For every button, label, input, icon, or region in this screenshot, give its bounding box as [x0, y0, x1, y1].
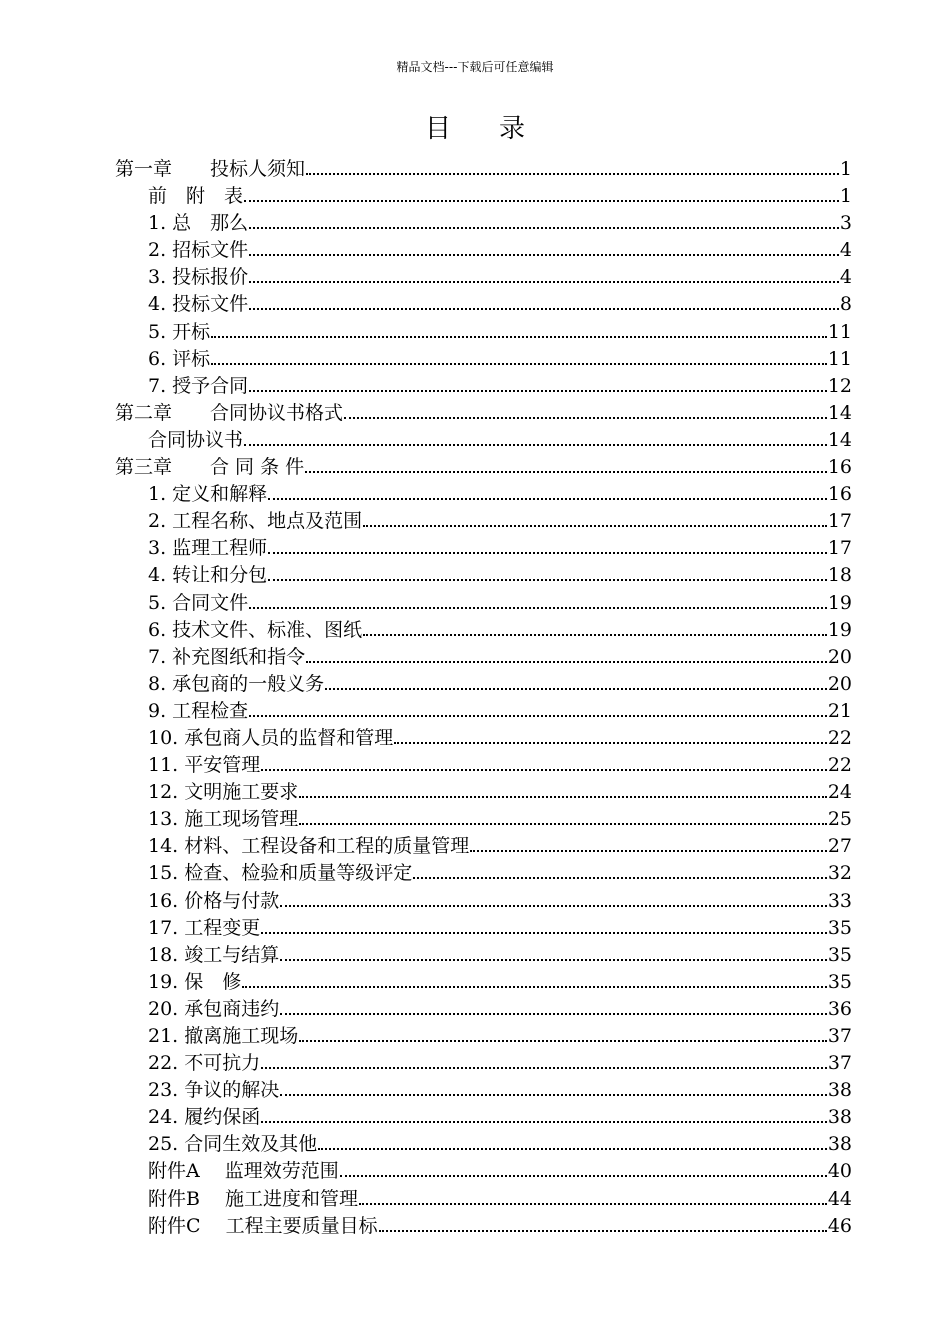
toc-entry[interactable]	[115, 969, 852, 996]
toc-leader-dots	[249, 308, 839, 310]
toc-leader-dots	[244, 444, 827, 446]
toc-leader-dots	[318, 1148, 827, 1150]
toc-leader-dots	[268, 552, 827, 554]
toc-entry-label: 11. 平安管理	[148, 754, 261, 777]
toc-entry[interactable]	[115, 1077, 852, 1104]
toc-entry-page-number: 8	[839, 293, 852, 316]
toc-entry-label: 18. 竣工与结算	[148, 943, 280, 966]
toc-entry-label: 1. 总 那么	[148, 212, 249, 235]
toc-entry-label: 5. 合同文件	[148, 591, 249, 614]
toc-entry-label: 7. 补充图纸和指令	[148, 645, 306, 668]
toc-entry-label: 20. 承包商违约	[148, 997, 280, 1020]
toc-leader-dots	[261, 1067, 827, 1069]
toc-entry-label: 5. 开标	[148, 320, 211, 343]
toc-chapter-entry[interactable]	[115, 454, 852, 481]
toc-entry[interactable]	[115, 590, 852, 617]
toc-leader-dots	[249, 281, 839, 283]
toc-entry-label: 附件A 监理效劳范围	[148, 1160, 339, 1183]
toc-entry-page-number: 35	[827, 970, 852, 993]
toc-leader-dots	[249, 254, 839, 256]
toc-entry-label: 16. 价格与付款	[148, 889, 280, 912]
toc-entry-label: 14. 材料、工程设备和工程的质量管理	[148, 835, 470, 858]
toc-entry-label: 4. 投标文件	[148, 293, 249, 316]
toc-entry-label: 3. 投标报价	[148, 266, 249, 289]
toc-entry[interactable]	[115, 671, 852, 698]
toc-entry-page-number: 19	[827, 618, 852, 641]
toc-entry[interactable]	[115, 481, 852, 508]
toc-entry-page-number: 4	[839, 239, 852, 262]
toc-leader-dots	[394, 742, 827, 744]
toc-entry-label: 7. 授予合同	[148, 374, 249, 397]
toc-leader-dots	[363, 525, 827, 527]
toc-entry-label: 第三章 合 同 条 件	[115, 456, 305, 479]
toc-entry-label: 1. 定义和解释	[148, 483, 268, 506]
table-of-contents	[115, 156, 852, 1240]
toc-entry-label: 12. 文明施工要求	[148, 781, 299, 804]
toc-entry[interactable]	[115, 725, 852, 752]
toc-entry-page-number: 17	[827, 510, 852, 533]
toc-leader-dots	[261, 769, 827, 771]
toc-entry[interactable]	[115, 644, 852, 671]
toc-leader-dots	[280, 905, 827, 907]
toc-leader-dots	[325, 688, 827, 690]
toc-entry[interactable]	[115, 698, 852, 725]
toc-entry-label: 合同协议书	[148, 428, 244, 451]
toc-leader-dots	[344, 417, 827, 419]
toc-leader-dots	[299, 796, 827, 798]
toc-entry-page-number: 11	[827, 320, 852, 343]
toc-entry-page-number: 36	[827, 997, 852, 1020]
toc-entry-page-number: 20	[827, 672, 852, 695]
toc-leader-dots	[306, 661, 827, 663]
toc-leader-dots	[268, 579, 827, 581]
toc-entry-label: 第一章 投标人须知	[115, 158, 306, 180]
toc-leader-dots	[379, 1230, 827, 1232]
toc-entry[interactable]	[115, 1131, 852, 1158]
toc-entry-page-number: 17	[827, 537, 852, 560]
toc-entry-page-number: 3	[839, 212, 852, 235]
toc-entry-page-number: 40	[827, 1160, 852, 1183]
toc-entry-page-number: 16	[827, 456, 852, 479]
toc-leader-dots	[305, 471, 827, 473]
toc-entry-label: 附件B 施工进度和管理	[148, 1187, 359, 1210]
toc-leader-dots	[242, 986, 827, 988]
toc-entry-page-number: 4	[839, 266, 852, 289]
toc-entry-page-number: 1	[839, 158, 852, 180]
toc-entry[interactable]	[115, 183, 852, 210]
toc-leader-dots	[268, 498, 827, 500]
toc-entry[interactable]	[115, 996, 852, 1023]
toc-leader-dots	[363, 634, 827, 636]
toc-entry-page-number: 14	[827, 428, 852, 451]
toc-entry[interactable]	[115, 346, 852, 373]
toc-leader-dots	[359, 1203, 827, 1205]
toc-entry-page-number: 18	[827, 564, 852, 587]
toc-entry[interactable]	[115, 264, 852, 291]
toc-entry[interactable]	[115, 319, 852, 346]
toc-leader-dots	[413, 877, 827, 879]
toc-entry-page-number: 46	[827, 1214, 852, 1237]
toc-entry-page-number: 20	[827, 645, 852, 668]
toc-entry-page-number: 38	[827, 1133, 852, 1156]
toc-entry-label: 17. 工程变更	[148, 916, 261, 939]
toc-entry[interactable]	[115, 779, 852, 806]
toc-entry[interactable]	[115, 1023, 852, 1050]
toc-entry-label: 4. 转让和分包	[148, 564, 268, 587]
toc-entry-label: 13. 施工现场管理	[148, 808, 299, 831]
toc-leader-dots	[261, 932, 827, 934]
toc-entry[interactable]	[115, 210, 852, 237]
toc-leader-dots	[249, 715, 827, 717]
toc-leader-dots	[280, 959, 827, 961]
toc-entry[interactable]	[115, 1104, 852, 1131]
toc-leader-dots	[280, 1094, 827, 1096]
toc-entry-page-number: 21	[827, 699, 852, 722]
toc-leader-dots	[280, 1013, 827, 1015]
toc-entry-label: 6. 技术文件、标准、图纸	[148, 618, 363, 641]
toc-entry[interactable]	[115, 1213, 852, 1240]
toc-entry-page-number: 38	[827, 1079, 852, 1102]
toc-entry-page-number: 38	[827, 1106, 852, 1129]
toc-leader-dots	[299, 823, 827, 825]
toc-entry-label: 2. 工程名称、地点及范围	[148, 510, 363, 533]
toc-entry-label: 10. 承包商人员的监督和管理	[148, 726, 394, 749]
toc-entry-label: 22. 不可抗力	[148, 1052, 261, 1075]
toc-entry-page-number: 22	[827, 754, 852, 777]
toc-leader-dots	[249, 390, 827, 392]
toc-entry[interactable]	[115, 942, 852, 969]
toc-entry-label: 6. 评标	[148, 347, 211, 370]
toc-entry-label: 附件C 工程主要质量目标	[148, 1214, 378, 1237]
toc-entry[interactable]	[115, 1186, 852, 1213]
toc-entry-label: 15. 检查、检验和质量等级评定	[148, 862, 413, 885]
toc-entry-page-number: 37	[827, 1052, 852, 1075]
toc-entry-label: 25. 合同生效及其他	[148, 1133, 318, 1156]
toc-entry-page-number: 37	[827, 1025, 852, 1047]
toc-entry-label: 24. 履约保函	[148, 1106, 261, 1129]
toc-leader-dots	[211, 336, 827, 338]
toc-entry-page-number: 19	[827, 591, 852, 614]
toc-entry-page-number: 32	[827, 862, 852, 885]
toc-leader-dots	[261, 1121, 827, 1123]
page-header: 精品文档---下载后可任意编辑	[396, 60, 554, 74]
toc-entry[interactable]	[115, 562, 852, 589]
toc-leader-dots	[249, 227, 839, 229]
toc-entry-label: 前 附 表	[148, 185, 244, 208]
toc-entry-page-number: 27	[827, 835, 852, 858]
toc-entry[interactable]	[115, 752, 852, 779]
toc-entry-page-number: 35	[827, 943, 852, 966]
toc-entry-label: 21. 撤离施工现场	[148, 1025, 299, 1047]
toc-entry[interactable]	[115, 427, 852, 454]
toc-entry[interactable]	[115, 888, 852, 915]
toc-entry-page-number: 14	[827, 401, 852, 424]
toc-entry[interactable]	[115, 1050, 852, 1077]
toc-leader-dots	[299, 1040, 827, 1042]
toc-entry-page-number: 33	[827, 889, 852, 912]
toc-leader-dots	[249, 607, 827, 609]
toc-entry-page-number: 35	[827, 916, 852, 939]
toc-entry[interactable]	[115, 508, 852, 535]
toc-leader-dots	[470, 850, 827, 852]
toc-entry[interactable]	[115, 860, 852, 887]
toc-leader-dots	[244, 200, 839, 202]
toc-entry[interactable]	[115, 237, 852, 264]
toc-entry-label: 第二章 合同协议书格式	[115, 401, 344, 424]
toc-entry-label: 8. 承包商的一般义务	[148, 672, 325, 695]
toc-entry-page-number: 16	[827, 483, 852, 506]
toc-entry-page-number: 25	[827, 808, 852, 831]
toc-entry-page-number: 22	[827, 726, 852, 749]
toc-leader-dots	[340, 1175, 827, 1177]
toc-leader-dots	[306, 173, 839, 175]
toc-entry-page-number: 1	[839, 185, 852, 208]
toc-entry-label: 2. 招标文件	[148, 239, 249, 262]
toc-entry-page-number: 11	[827, 347, 852, 370]
toc-chapter-entry[interactable]	[115, 400, 852, 427]
toc-entry-label: 23. 争议的解决	[148, 1079, 280, 1102]
toc-entry[interactable]	[115, 806, 852, 833]
toc-entry[interactable]	[115, 535, 852, 562]
toc-entry[interactable]	[115, 915, 852, 942]
toc-entry[interactable]	[115, 833, 852, 860]
toc-entry-page-number: 12	[827, 374, 852, 397]
toc-entry-page-number: 24	[827, 781, 852, 804]
toc-chapter-entry[interactable]	[115, 156, 852, 183]
toc-entry-page-number: 44	[827, 1187, 852, 1210]
toc-entry[interactable]	[115, 373, 852, 400]
toc-entry-label: 19. 保 修	[148, 970, 242, 993]
toc-leader-dots	[211, 363, 827, 365]
toc-entry-label: 9. 工程检查	[148, 699, 249, 722]
toc-entry[interactable]	[115, 291, 852, 318]
page-title: 目录	[424, 114, 573, 144]
toc-entry[interactable]	[115, 1158, 852, 1185]
toc-entry-label: 3. 监理工程师	[148, 537, 268, 560]
toc-entry[interactable]	[115, 617, 852, 644]
